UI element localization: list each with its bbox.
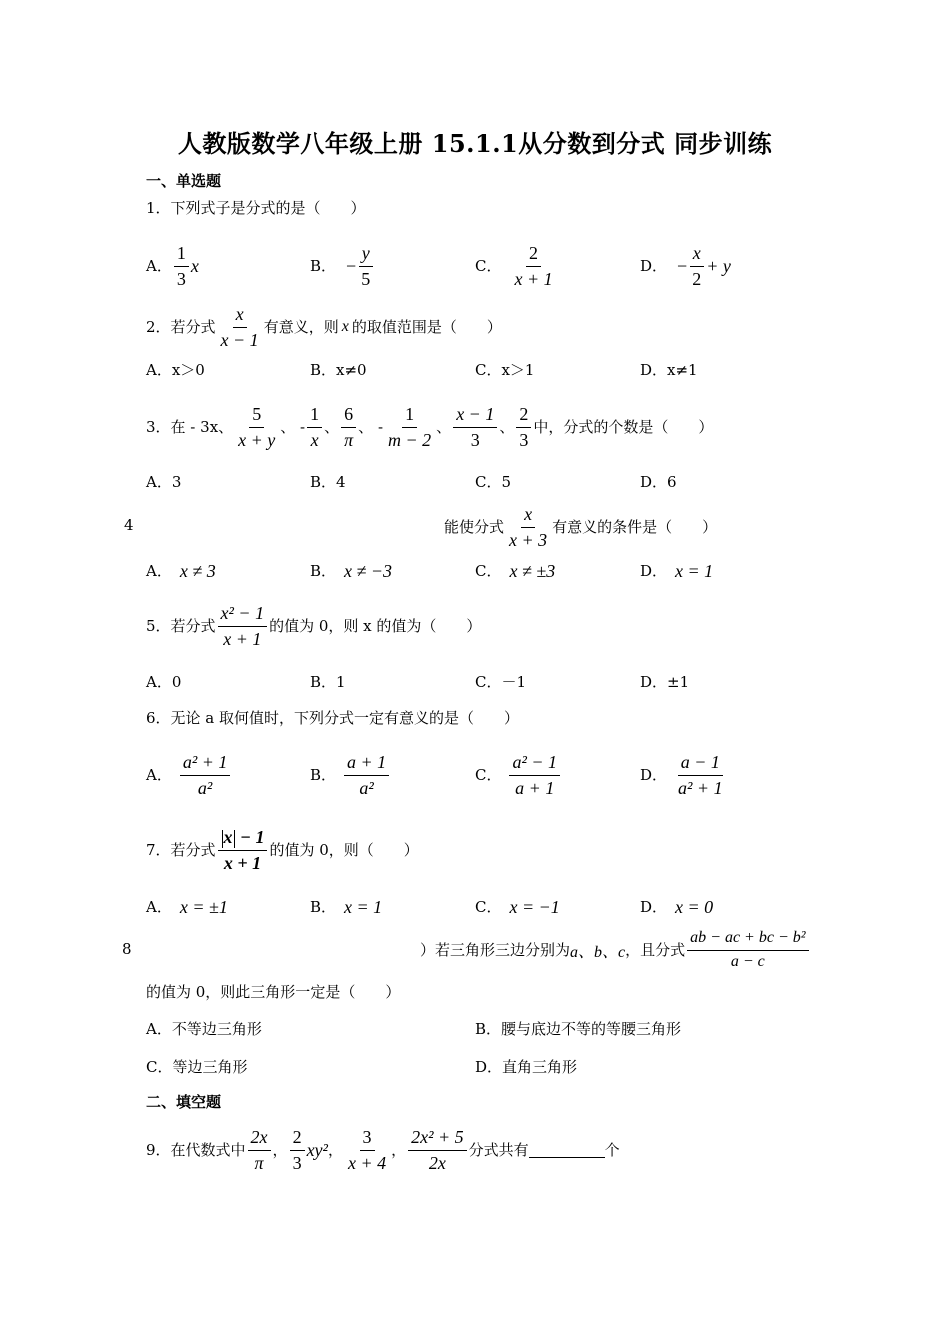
question-2-stem: 2．若分式 $\frac{x}{x - 1}$ 有意义，则 x 的取值范围是（ ） <box>146 303 502 350</box>
question-6-option-b[interactable]: B． $\frac{a + 1}{\text{a²}}$ <box>310 750 391 800</box>
question-8-option-c[interactable]: C．等边三角形 <box>146 1058 248 1076</box>
fraction: $\frac{2}{3}$ <box>516 404 531 450</box>
question-1-stem: 1．下列式子是分式的是（ ） <box>146 199 366 217</box>
page-title: 人教版数学八年级上册 15.1.1从分数到分式 同步训练 <box>177 129 773 158</box>
question-6-option-a[interactable]: A． $\frac{\text{a² + 1}}{\text{a²}}$ <box>146 750 232 800</box>
fraction: $\frac{2}{3}$ <box>290 1127 305 1173</box>
question-2-option-c[interactable]: C．x＞1 <box>475 361 535 379</box>
question-3-option-b[interactable]: B．4 <box>310 473 346 491</box>
question-4-option-b[interactable]: B． x ≠ −3 <box>310 560 393 581</box>
fraction: $\frac{1}{3}$ <box>174 243 189 289</box>
fraction: $\frac{3}{x + 4}$ <box>347 1126 387 1173</box>
absolute-value-bar <box>222 830 223 848</box>
question-8-stem-continued: 的值为 0，则此三角形一定是（ ） <box>146 983 401 1001</box>
question-1-option-c[interactable]: C． $\frac{2}{x + 1}$ <box>475 241 558 291</box>
question-1-option-d[interactable]: D． − $\frac{x}{2}$ + y <box>640 242 731 289</box>
question-8-option-b[interactable]: B．腰与底边不等的等腰三角形 <box>475 1020 682 1038</box>
answer-blank[interactable] <box>529 1143 605 1158</box>
fraction: $\frac{2x}{\pi}$ <box>248 1127 271 1173</box>
question-2-option-d[interactable]: D．x≠1 <box>640 361 698 379</box>
question-6-stem: 6．无论 a 取何值时，下列分式一定有意义的是（ ） <box>146 709 520 727</box>
question-1-option-b[interactable]: B． − $\frac{y}{5}$ <box>310 241 375 291</box>
question-2-option-b[interactable]: B．x≠0 <box>310 361 367 379</box>
question-6-option-d[interactable]: D． $\frac{a - 1}{\text{a² + 1}}$ <box>640 750 728 800</box>
question-4-option-d[interactable]: D． x = 1 <box>640 560 714 581</box>
fraction: $\frac{\text{x² − 1}}{x + 1}$ <box>218 603 268 649</box>
question-7-option-a[interactable]: A． x = ±1 <box>146 896 228 917</box>
question-4-stem: 能使分式 $\frac{x}{x + 3}$ 有意义的条件是（ ） <box>444 503 718 550</box>
question-8-number: 8 <box>122 940 132 958</box>
question-1-option-a[interactable]: A． $\frac{1}{3}$ x <box>146 242 199 289</box>
fraction: $\frac{a + 1}{\text{a²}}$ <box>344 752 389 798</box>
section-heading-single-choice: 一、单选题 <box>146 172 222 190</box>
fraction: $\frac{a - 1}{\text{a² + 1}}$ <box>678 751 723 798</box>
fraction: $\frac{y}{5}$ <box>358 243 373 289</box>
question-3-option-d[interactable]: D．6 <box>640 473 677 491</box>
question-4-option-c[interactable]: C． x ≠ ±3 <box>475 560 556 581</box>
question-7-option-d[interactable]: D． x = 0 <box>640 896 714 917</box>
question-4-option-a[interactable]: A． x ≠ 3 <box>146 560 216 581</box>
fraction: $\frac{6}{\pi}$ <box>341 404 356 450</box>
question-5-option-b[interactable]: B．1 <box>310 673 346 691</box>
question-8-option-a[interactable]: A．不等边三角形 <box>146 1020 262 1038</box>
question-3-option-a[interactable]: A．3 <box>146 473 182 491</box>
fraction: $\frac{2}{x + 1}$ <box>514 242 553 289</box>
question-4-number: 4 <box>124 516 134 534</box>
question-7-option-c[interactable]: C． x = −1 <box>475 896 560 917</box>
question-7-stem: 7．若分式 $\frac{x - 1}{x + 1}$ 的值为 0，则（ ） <box>146 826 419 873</box>
fraction: $\frac{\text{a² − 1}}{a + 1}$ <box>509 752 560 798</box>
fraction: $\frac{x}{x - 1}$ <box>220 303 259 350</box>
question-5-option-c[interactable]: C．－1 <box>475 673 527 691</box>
fraction: $\frac{\text{2x² + 5}}{2x}$ <box>408 1127 467 1173</box>
section-heading-fill-blank: 二、填空题 <box>146 1093 222 1111</box>
fraction: $\frac{1}{x}$ <box>307 404 322 450</box>
fraction: $\frac{x}{x + 3}$ <box>509 503 548 550</box>
fraction: $\frac{5}{x + y}$ <box>238 403 276 450</box>
question-9-stem: 9．在代数式中 $\frac{2x}{\pi}$ ， $\frac{2}{3}$ xy² ， $\frac{3}{x + 4}$ ， $\frac{\text{2x² + 5}}{2x}$ 分式共有 个 <box>146 1126 620 1173</box>
fraction: $\frac{x}{2}$ <box>689 243 704 289</box>
fraction: $\frac{\text{ab − ac + bc − b²}}{a - c}$ <box>687 929 808 971</box>
question-5-option-a[interactable]: A．0 <box>146 673 182 691</box>
absolute-value-bar <box>234 830 235 848</box>
question-8-stem: ）若三角形三边分别为 a、b、c ，且分式 $\frac{\text{ab − ac + bc − b²}}{a - c}$ <box>420 925 811 975</box>
fraction: $\frac{1}{m - 2}$ <box>388 403 432 450</box>
question-3-option-c[interactable]: C．5 <box>475 473 512 491</box>
fraction: $\frac{x - 1}{3}$ <box>453 404 497 450</box>
question-8-option-d[interactable]: D．直角三角形 <box>475 1058 578 1076</box>
question-2-option-a[interactable]: A．x＞0 <box>146 361 205 379</box>
fraction: $\frac{\text{a² + 1}}{\text{a²}}$ <box>180 752 231 798</box>
question-5-option-d[interactable]: D．±1 <box>640 673 690 691</box>
fraction: $\frac{x - 1}{x + 1}$ <box>218 827 268 874</box>
question-7-option-b[interactable]: B． x = 1 <box>310 896 383 917</box>
question-5-stem: 5．若分式 $\frac{\text{x² − 1}}{x + 1}$ 的值为 0，则 x 的值为（ ） <box>146 602 482 649</box>
question-3-stem: 3．在 - 3x、 $\frac{5}{x + y}$ 、 - $\frac{1}{x}$ 、 $\frac{6}{\pi}$ 、 - $\frac{1}{m - 2}$ 、 $\frac{x - 1}{3}$ 、 $\frac{2}{3}$ 中，分式的个数是（ ） <box>146 403 714 450</box>
question-6-option-c[interactable]: C． $\frac{\text{a² − 1}}{a + 1}$ <box>475 750 562 800</box>
